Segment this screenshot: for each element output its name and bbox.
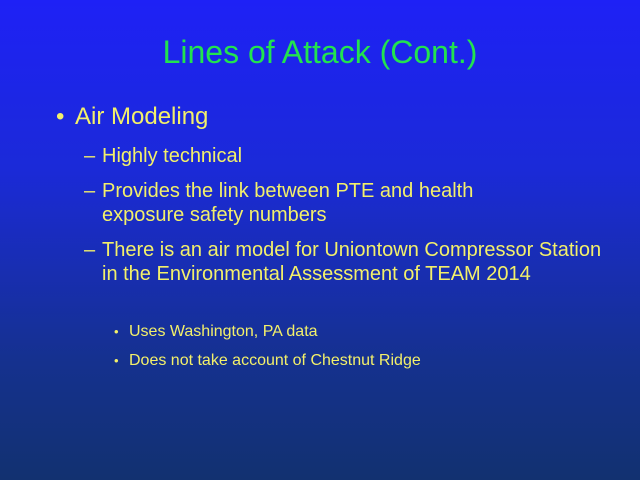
bullet-icon: • bbox=[114, 353, 119, 368]
sub-sub-bullet-text: Uses Washington, PA data bbox=[129, 323, 318, 340]
dash-icon: – bbox=[84, 239, 96, 261]
bullet-icon: • bbox=[56, 103, 65, 130]
slide-title: Lines of Attack (Cont.) bbox=[162, 34, 478, 70]
sub-bullet-text: Provides the link between PTE and health exposure safety numbers bbox=[102, 180, 474, 226]
sub-sub-bullet-text: Does not take account of Chestnut Ridge bbox=[129, 352, 421, 369]
dash-icon: – bbox=[84, 145, 96, 167]
dash-icon: – bbox=[84, 180, 96, 202]
sub-bullet-text: Highly technical bbox=[102, 145, 243, 167]
bullet-icon: • bbox=[114, 324, 119, 339]
bullet-text: Air Modeling bbox=[75, 103, 209, 130]
sub-bullet-text: There is an air model for Uniontown Compressor Station in the Environmental Assessment of TEAM 2014 bbox=[102, 239, 602, 285]
